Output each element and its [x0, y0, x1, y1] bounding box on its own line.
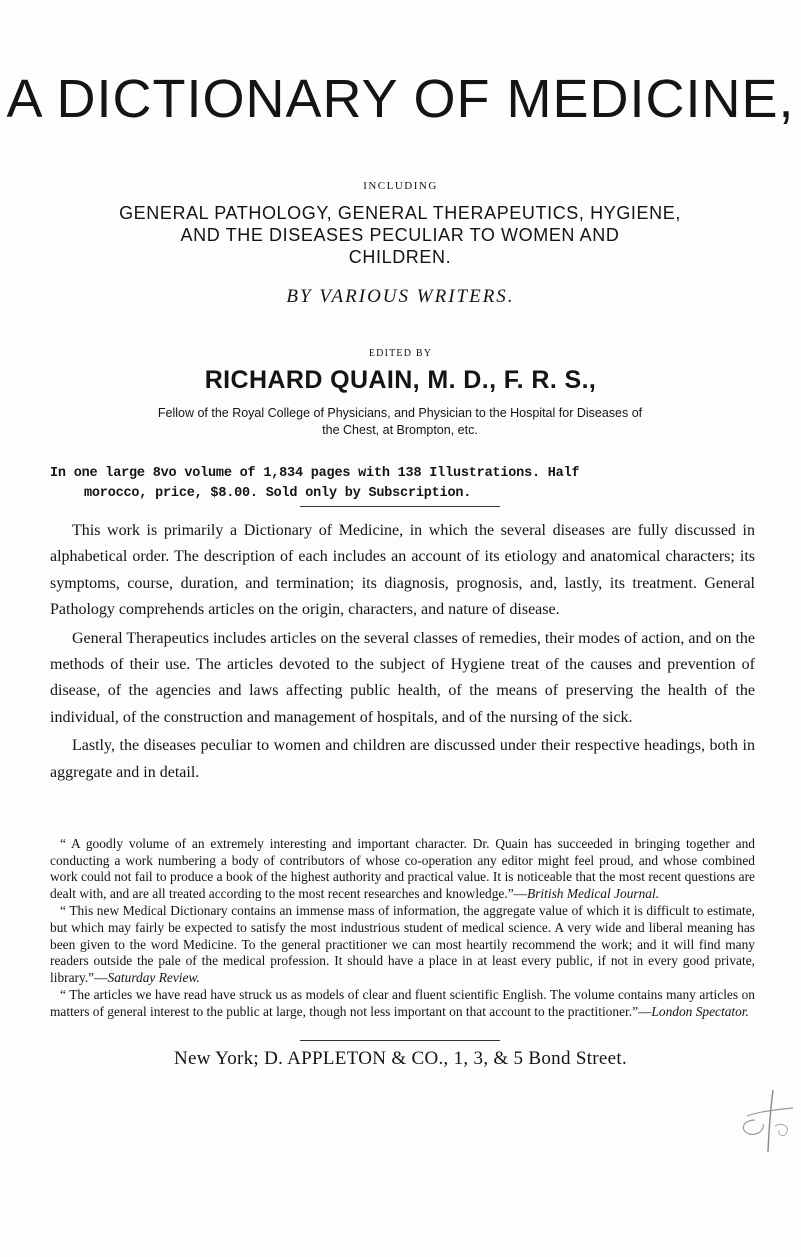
- review-source: Saturday Review.: [107, 969, 200, 985]
- publisher-imprint: New York; D. APPLETON & CO., 1, 3, & 5 Bond Street.: [173, 1048, 628, 1069]
- review-quote: [50, 836, 755, 902]
- review-source: British Medical Journal.: [527, 885, 660, 901]
- review-quote: [50, 903, 755, 986]
- description-paragraph: General Therapeutics includes articles on the several classes of remedies, their modes of action, and on the methods of their use. The articles devoted to the subject of Hygiene treat of the causes and prevention of disease, of the agencies and laws affecting public health, of the means of preserving the health of the individual, of the construction and management of hospitals, and of the nursing of the sick.: [50, 629, 756, 726]
- subtitle: [60, 202, 740, 268]
- affiliation-line: the Chest, at Brompton, etc.: [322, 423, 478, 437]
- divider: [300, 506, 500, 507]
- review-text: “ This new Medical Dictionary contains an immense mass of information, the aggregate value of which it is difficult to estimate, but which may fairly be expected to satisfy the most industrious student of medical science. A very wide and liberal meaning has been given to the word Medicine. To the general practitioner we can most heartily recommend the work; and it will find many readers outside the pale of the medical profession. It should have a place in at least every public, if not in every good private, library.”—: [50, 903, 755, 985]
- subtitle-line: AND THE DISEASES PECULIAR TO WOMEN AND: [180, 225, 620, 245]
- description-paragraph: This work is primarily a Dictionary of Medicine, in which the several diseases are fully discussed in alphabetical order. The description of each includes an account of its etiology and anatomical characters; its symptoms, course, duration, and termination; its diagnosis, prognosis, and, lastly, its treatment. General Pathology comprehends articles on the origin, characters, and nature of disease.: [50, 522, 755, 619]
- publication-info-line: In one large 8vo volume of 1,834 pages with 138 Illustrations. Half: [50, 466, 580, 481]
- description-paragraph: Lastly, the diseases peculiar to women and children are discussed under their respective headings, both in aggregate and in detail.: [50, 737, 755, 781]
- reviews: [50, 836, 755, 1021]
- review-source: London Spectator.: [651, 1003, 749, 1019]
- including-label: INCLUDING: [363, 180, 438, 192]
- publication-info-line: morocco, price, $8.00. Sold only by Subscription.: [84, 486, 472, 501]
- edited-by-label: EDITED BY: [368, 348, 433, 359]
- publication-info: [50, 464, 755, 504]
- subtitle-line: CHILDREN.: [348, 247, 452, 267]
- review-text: “ The articles we have read have struck us as models of clear and fluent scientific English. The volume contains many articles on matters of general interest to the public at large, though not less important on that account to the practitioner.”—: [50, 987, 755, 1019]
- pencil-mark-icon: [735, 1086, 795, 1156]
- review-quote: [50, 987, 755, 1020]
- editor-affiliation: [30, 405, 770, 439]
- divider: [300, 1040, 500, 1041]
- subtitle-line: GENERAL PATHOLOGY, GENERAL THERAPEUTICS, HYGIENE,: [119, 203, 681, 223]
- review-text: “ A goodly volume of an extremely interesting and important character. Dr. Quain has succeeded in bringing together and conducting a work numbering a body of contributors of whose co-operation any editor might feel proud, and whose combined work could not fail to produce a book of the highest authority and practical value. It is noticeable that the most recent questions are dealt with, and are all treated according to the most recent researches and knowledge.”—: [50, 836, 755, 901]
- page-title: A DICTIONARY OF MEDICINE,: [6, 69, 795, 129]
- by-line: BY VARIOUS WRITERS.: [286, 286, 515, 307]
- affiliation-line: Fellow of the Royal College of Physicians, and Physician to the Hospital for Diseases of: [157, 406, 643, 420]
- description: [50, 518, 755, 786]
- editor-name: RICHARD QUAIN, M. D., F. R. S.,: [204, 366, 597, 394]
